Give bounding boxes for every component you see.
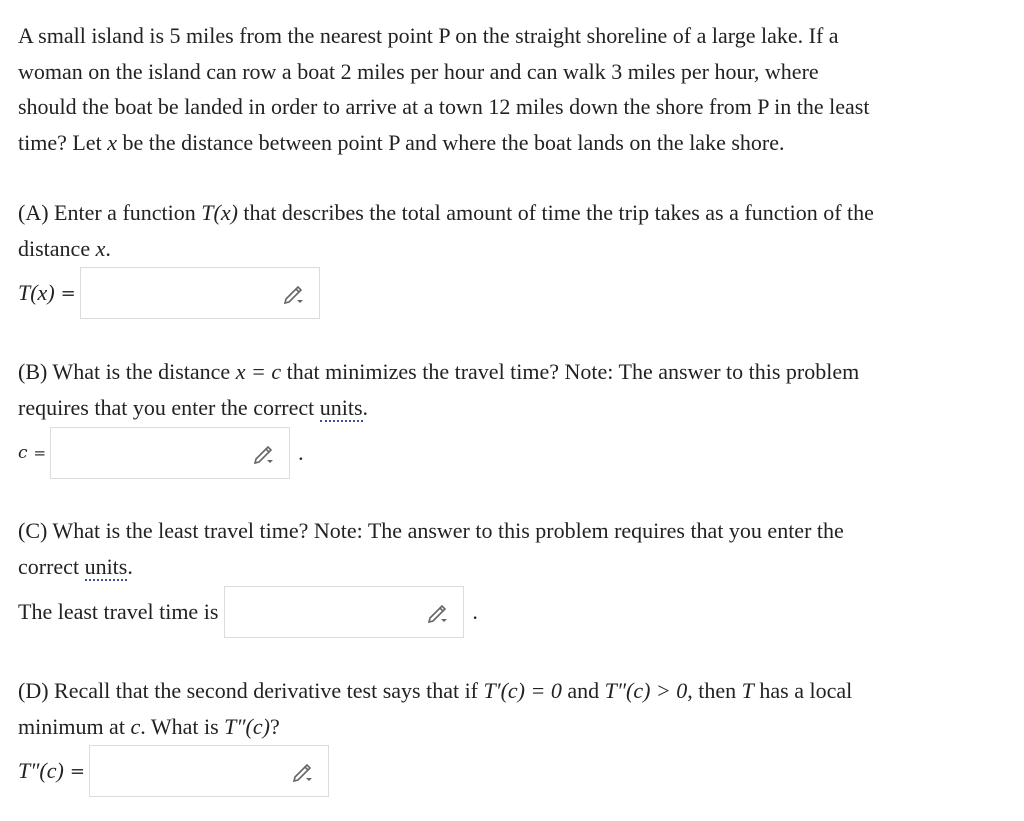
- part-b-answer-label: c: [18, 443, 28, 463]
- part-d-question: (D) Recall that the second derivative test says that if T′(c) = 0 and T″(c) > 0, then T has a local minimum at c. What is T″(c)?: [18, 678, 853, 739]
- trailing-period: .: [298, 440, 304, 465]
- part-c-question: (C) What is the least travel time? Note: The answer to this problem requires that you enter the correct units.: [18, 518, 844, 579]
- problem-statement: [18, 18, 998, 160]
- part-c-answer-row: [18, 586, 478, 638]
- pencil-edit-icon[interactable]: [290, 761, 314, 783]
- part-b-answer-input[interactable]: [50, 427, 290, 479]
- units-help-link[interactable]: units: [84, 553, 128, 579]
- part-b-question: (B) What is the distance x = c that minimizes the travel time? Note: The answer to this problem requires that you enter the correct units.: [18, 359, 860, 420]
- pencil-edit-icon[interactable]: [425, 602, 449, 624]
- part-c-answer-label: The least travel time is: [18, 599, 219, 624]
- problem-line-4: time? Let x be the distance between point P and where the boat lands on the lake shore.: [18, 129, 785, 155]
- part-c-answer-input[interactable]: [224, 586, 464, 638]
- equals-sign: =: [33, 444, 47, 462]
- part-a-question: (A) Enter a function T(x) that describes the total amount of time the trip takes as a function of the distance x.: [18, 200, 874, 261]
- trailing-period: .: [472, 599, 478, 624]
- equals-sign: =: [60, 282, 76, 304]
- problem-line-3: should the boat be landed in order to arrive at a town 12 miles down the shore from P in the least: [18, 94, 870, 119]
- part-a-answer-row: [18, 267, 320, 319]
- math-T-prime-c: T′(c) = 0: [483, 678, 562, 703]
- part-b-answer-row: [18, 427, 304, 479]
- math-x: x: [107, 129, 117, 155]
- pencil-edit-icon[interactable]: [281, 283, 305, 305]
- units-help-link[interactable]: units: [319, 394, 363, 420]
- math-Tx: T(x): [201, 200, 238, 225]
- part-a-answer-input[interactable]: [80, 267, 320, 319]
- part-d-answer-input[interactable]: [89, 745, 329, 797]
- part-d-answer-label: T″(c): [18, 758, 64, 783]
- part-a-answer-label: T(x): [18, 280, 55, 305]
- problem-line-2: woman on the island can row a boat 2 miles per hour and can walk 3 miles per hour, where: [18, 58, 819, 84]
- part-d-answer-row: [18, 745, 329, 797]
- pencil-edit-icon[interactable]: [251, 443, 275, 465]
- problem-line-1: A small island is 5 miles from the nearest point P on the straight shoreline of a large lake. If a: [18, 23, 839, 48]
- math-x-eq-c: x = c: [235, 359, 282, 384]
- math-T-double-prime-c: T″(c) > 0: [604, 678, 688, 703]
- equals-sign: =: [69, 760, 85, 782]
